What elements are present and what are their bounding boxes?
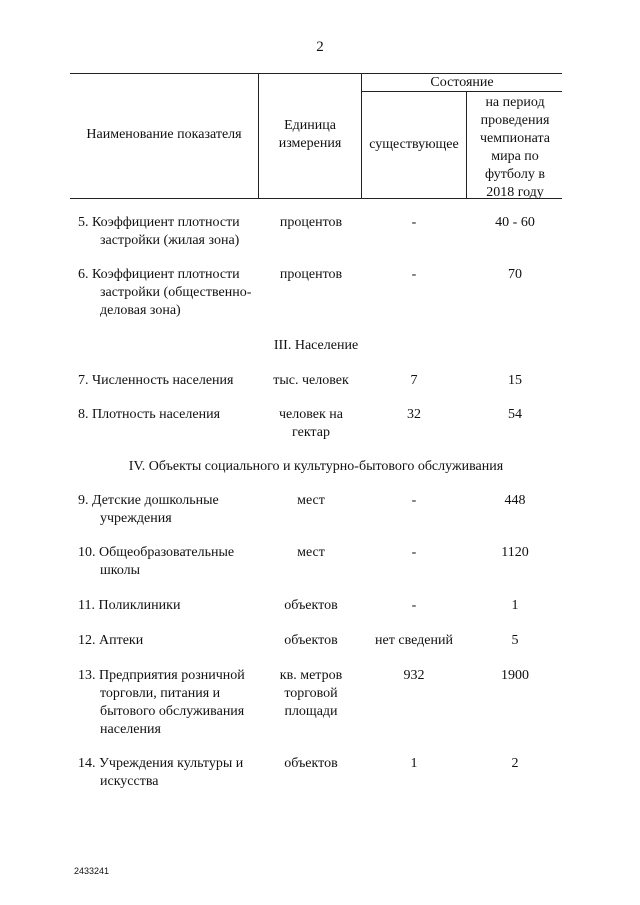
section-heading-population: III. Население — [273, 338, 359, 353]
col-divider-3 — [466, 91, 467, 199]
table-row — [78, 214, 258, 250]
row-unit: объектов — [284, 756, 338, 771]
row-future: 1900 — [501, 668, 529, 683]
row-unit: тыс. человек — [273, 373, 349, 388]
row-current: 932 — [403, 668, 425, 683]
row-name: 7. Численность населения — [78, 373, 234, 388]
row-name: 10. Общеобразовательные школы — [78, 545, 235, 578]
table-row — [78, 266, 258, 320]
row-name: 5. Коэффициент плотности застройки (жилая зона) — [78, 215, 240, 248]
row-future: 15 — [508, 373, 522, 388]
row-current: 32 — [407, 407, 421, 422]
row-unit: процентов — [279, 267, 343, 282]
row-current: - — [411, 267, 417, 282]
header-current: существующее — [369, 137, 459, 152]
row-unit: процентов — [279, 215, 343, 230]
header-future: на период проведения чемпионата мира по футболу в 2018 году — [480, 95, 550, 200]
row-current: нет сведений — [375, 633, 453, 648]
row-current: - — [411, 598, 417, 613]
row-unit: мест — [297, 545, 325, 560]
table-row — [78, 492, 258, 528]
table-row — [78, 632, 258, 650]
col-divider-1 — [258, 73, 259, 199]
row-unit: кв. метров торговой площади — [279, 668, 343, 719]
table-row — [78, 667, 258, 739]
table-row — [78, 406, 258, 424]
row-current: - — [411, 215, 417, 230]
row-current: 1 — [410, 756, 418, 771]
row-future: 54 — [508, 407, 522, 422]
row-unit: мест — [297, 493, 325, 508]
row-name: 8. Плотность населения — [78, 407, 221, 422]
row-unit: объектов — [284, 633, 338, 648]
row-unit: объектов — [284, 598, 338, 613]
row-current: - — [411, 493, 417, 508]
row-name: 9. Детские дошкольные учреждения — [78, 493, 219, 526]
row-future: 5 — [511, 633, 519, 648]
row-future: 40 - 60 — [495, 215, 535, 230]
document-id-footer: 2433241 — [74, 866, 110, 876]
row-current: 7 — [410, 373, 418, 388]
row-name: 12. Аптеки — [78, 633, 144, 648]
row-future: 1120 — [501, 545, 529, 560]
row-name: 14. Учреждения культуры и искусства — [78, 756, 244, 789]
row-name: 13. Предприятия розничной торговли, питания и бытового обслуживания населения — [78, 668, 245, 737]
header-state: Состояние — [430, 75, 494, 90]
table-row — [78, 755, 258, 791]
row-future: 448 — [504, 493, 526, 508]
row-future: 2 — [511, 756, 519, 771]
header-name: Наименование показателя — [86, 127, 242, 142]
table-row — [78, 372, 258, 390]
header-unit: Единица измерения — [278, 118, 342, 151]
table-row — [78, 597, 258, 615]
row-current: - — [411, 545, 417, 560]
row-future: 1 — [511, 598, 519, 613]
section-heading-social: IV. Объекты социального и культурно-бытового обслуживания — [128, 459, 504, 474]
row-unit: человек на гектар — [279, 407, 343, 440]
row-future: 70 — [508, 267, 522, 282]
table-row — [78, 544, 258, 580]
row-name: 11. Поликлиники — [78, 598, 181, 613]
page-number: 2 — [316, 39, 324, 55]
row-name: 6. Коэффициент плотности застройки (общественно-деловая зона) — [78, 267, 252, 318]
